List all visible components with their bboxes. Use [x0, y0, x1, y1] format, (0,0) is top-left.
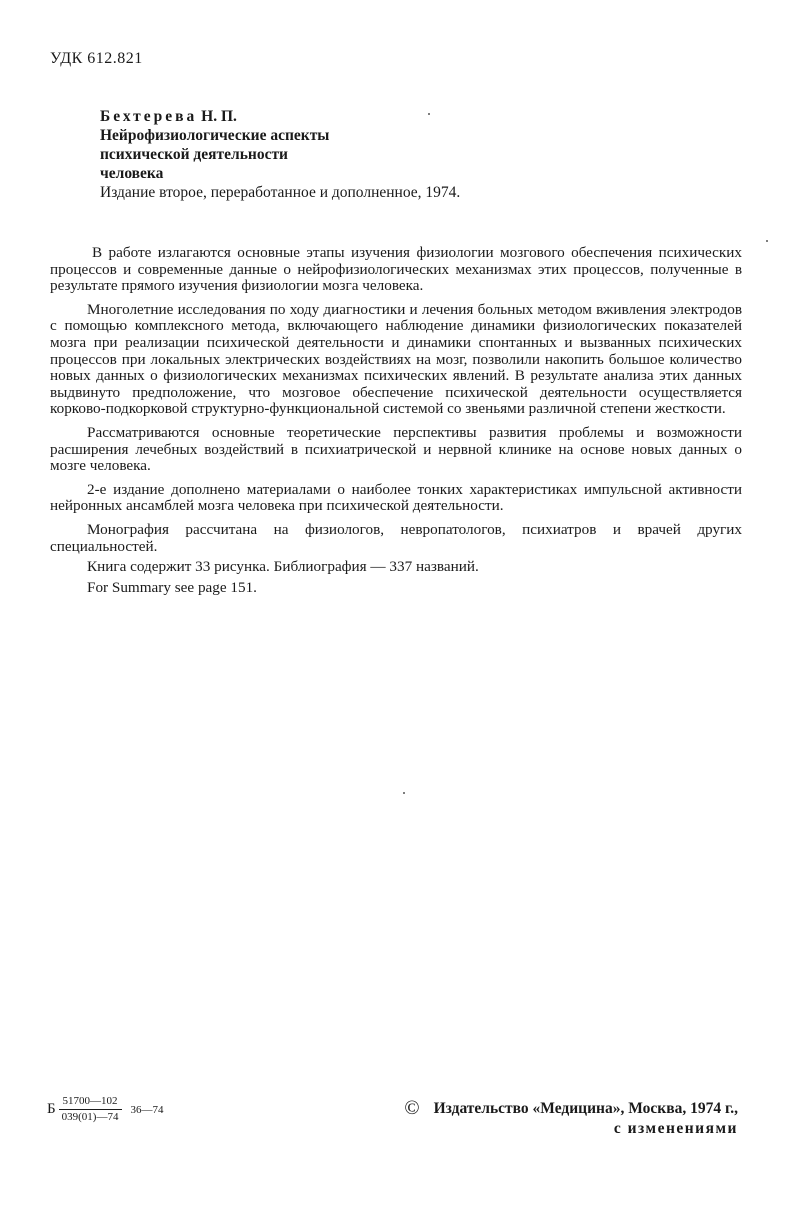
scan-speck [403, 792, 405, 794]
catalog-code-fraction [58, 1095, 123, 1124]
author-surname: Бехтерева [100, 108, 198, 125]
scan-speck [766, 240, 768, 242]
udk-code: УДК 612.821 [50, 50, 143, 67]
book-title-line-3: человека [100, 165, 164, 182]
edition-note: Издание второе, переработанное и дополненное, 1974. [100, 184, 461, 201]
annotation-paragraph-2: Многолетние исследования по ходу диагностики и лечения больных методом вживления электродов с помощью комплексного метода, включающего наблюдение динамики физиологических показателей мозга при реализации психической деятельности и динамики спонтанных и вызванных психических процессов при локальных электрических воздействиях на мозг, позволили накопить большое количество новых данных о физиологических механизмах психических явлений. В результате анализа этих данных выдвинуто предположение, что мозговое обеспечение психической деятельности осуществляется корково-подкорковой структурно-функциональной системой со звеньями различной степени жесткости. [50, 300, 742, 418]
annotation-paragraph-3: Рассматриваются основные теоретические перспективы развития проблемы и возможности расширения лечебных воздействий в психиатрической и нервной клинике на основе новых данных о мозге человека. [50, 423, 742, 475]
annotation-paragraph-1: В работе излагаются основные этапы изучения физиологии мозгового обеспечения психических процессов и современные данные о нейрофизиологических механизмах этих процессов, полученные в результате прямого изучения физиологии мозга человека. [50, 244, 742, 295]
catalog-code-denominator: 039(01)—74 [61, 1111, 119, 1123]
scan-speck [428, 113, 430, 115]
catalog-code-suffix: 36—74 [130, 1103, 164, 1116]
annotation-paragraph-4: 2-е издание дополнено материалами о наиболее тонких характеристиках импульсной активности нейронных ансамблей мозга человека при психической деятельности. [50, 480, 742, 515]
bibliographic-block [100, 107, 720, 202]
catalog-code [47, 1095, 163, 1124]
catalog-code-numerator: 51700—102 [59, 1095, 122, 1110]
book-title-line-1: Нейрофизиологические аспекты [100, 127, 330, 144]
publisher-line-1: Издательство «Медицина», Москва, 1974 г., [433, 1100, 738, 1117]
author [100, 107, 720, 126]
book-title-line-2: психической деятельности [100, 146, 288, 163]
annotation-paragraph-5: Монография рассчитана на физиологов, невропатологов, психиатров и врачей других специальностей. [50, 520, 742, 555]
publisher-line-2: с изменениями [613, 1120, 738, 1137]
publisher-imprint [404, 1098, 738, 1139]
author-initials: Н. П. [201, 108, 237, 125]
summary-note: For Summary see page 151. [87, 578, 257, 596]
annotation [50, 245, 742, 596]
annotation-paragraph-6: Книга содержит 33 рисунка. Библиография — 337 названий. [87, 558, 479, 576]
catalog-code-letter: Б [47, 1101, 56, 1117]
copyright-icon: © [404, 1097, 420, 1119]
